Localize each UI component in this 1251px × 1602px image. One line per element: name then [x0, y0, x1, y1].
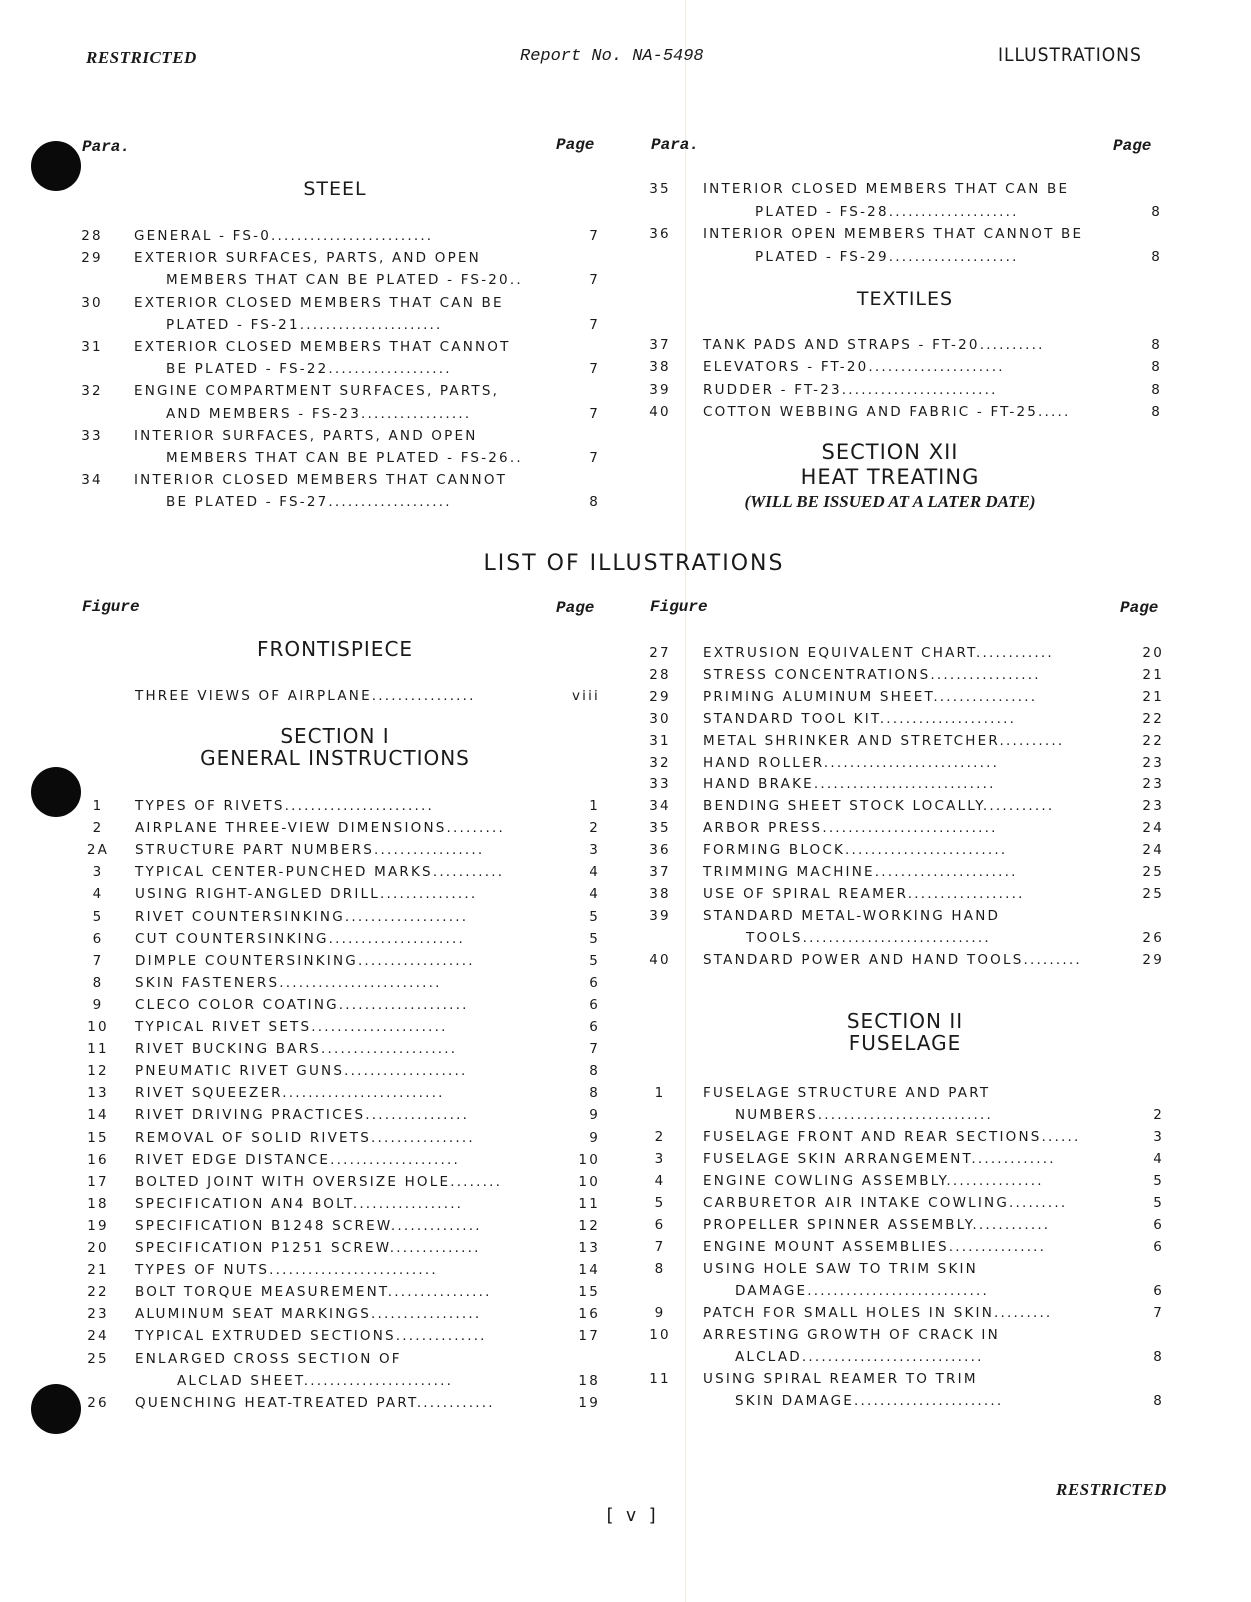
section-heading-steel: STEEL [303, 178, 367, 200]
entry-page: 6 [1153, 1283, 1164, 1299]
entry-number: 8 [92, 974, 104, 991]
entry-page: 7 [589, 450, 600, 466]
section-ii-subtitle: FUSELAGE [848, 1031, 962, 1055]
entry-title: ALUMINUM SEAT MARKINGS................. [135, 1306, 482, 1323]
entry-number: 5 [654, 1195, 666, 1211]
entry-title: STRUCTURE PART NUMBERS................. [135, 842, 485, 859]
entry-page: 25 [1142, 885, 1164, 902]
entry-page: 6 [1153, 1239, 1164, 1255]
entry-number: 28 [81, 228, 103, 244]
entry-number: 22 [87, 1284, 109, 1301]
entry-page: 23 [1142, 798, 1164, 815]
entry-title: TYPICAL EXTRUDED SECTIONS.............. [135, 1328, 487, 1345]
entry-number: 12 [87, 1063, 109, 1080]
entry-number: 20 [87, 1240, 109, 1256]
entry-title: FUSELAGE SKIN ARRANGEMENT............. [703, 1151, 1056, 1167]
entry-number: 39 [649, 381, 671, 398]
entry-page: 8 [589, 1063, 600, 1080]
entry-title: INTERIOR CLOSED MEMBERS THAT CANNOT [134, 472, 508, 489]
entry-number: 17 [87, 1173, 109, 1190]
entry-title: USING RIGHT-ANGLED DRILL............... [135, 886, 478, 903]
entry-title: DAMAGE............................ [735, 1283, 989, 1299]
entry-title: BE PLATED - FS-27................... [166, 494, 452, 511]
entry-number: 16 [87, 1151, 109, 1168]
entry-number: 6 [92, 930, 104, 947]
entry-page: 8 [589, 1085, 600, 1102]
entry-title: SKIN FASTENERS......................... [135, 974, 442, 991]
entry-number: 24 [87, 1328, 109, 1345]
entry-title: STANDARD TOOL KIT..................... [703, 710, 1017, 727]
entry-number: 5 [92, 908, 104, 925]
entry-page: 8 [1151, 337, 1162, 353]
binder-hole [31, 141, 81, 191]
entry-number: 28 [649, 666, 671, 683]
entry-title: RIVET DRIVING PRACTICES................ [135, 1107, 470, 1124]
entry-page: 8 [1151, 248, 1162, 265]
entry-page: 4 [1153, 1151, 1164, 1167]
entry-title: ENGINE MOUNT ASSEMBLIES............... [703, 1239, 1047, 1255]
entry-title: SPECIFICATION B1248 SCREW.............. [135, 1217, 482, 1234]
entry-page: 4 [589, 886, 600, 903]
entry-number: 35 [649, 820, 671, 837]
entry-page: 16 [578, 1306, 600, 1323]
entry-number: 34 [649, 798, 671, 815]
entry-page: 15 [578, 1284, 600, 1301]
entry-title: ARRESTING GROWTH OF CRACK IN [703, 1327, 1000, 1343]
entry-number: 14 [87, 1107, 109, 1124]
entry-number: 15 [87, 1129, 109, 1146]
entry-number: 7 [92, 952, 104, 969]
entry-number: 31 [81, 339, 103, 355]
page-number: [ v ] [604, 1505, 659, 1526]
entry-number: 37 [649, 864, 671, 880]
entry-page: 6 [589, 996, 600, 1013]
entry-title: SPECIFICATION P1251 SCREW.............. [135, 1240, 481, 1256]
entry-page: 8 [1151, 403, 1162, 420]
section-i-title: SECTION I [280, 724, 390, 748]
entry-page: 23 [1142, 754, 1164, 771]
entry-number: 36 [649, 226, 671, 242]
entry-number: 3 [92, 864, 104, 881]
entry-title: RIVET COUNTERSINKING................... [135, 908, 469, 925]
classification-header: RESTRICTED [86, 48, 197, 67]
entry-number: 2 [92, 820, 104, 837]
entry-page: 12 [578, 1217, 600, 1234]
entry-title: TANK PADS AND STRAPS - FT-20.......... [703, 337, 1045, 353]
entry-title: STRESS CONCENTRATIONS................. [703, 666, 1041, 683]
entry-title: ENGINE COMPARTMENT SURFACES, PARTS, [134, 383, 500, 400]
page-column-heading: Page [556, 599, 595, 617]
entry-title: TRIMMING MACHINE...................... [703, 864, 1018, 880]
entry-page: 3 [1153, 1129, 1164, 1145]
entry-title: EXTRUSION EQUIVALENT CHART............ [703, 645, 1054, 661]
entry-number: 35 [649, 181, 671, 197]
entry-page: 6 [589, 974, 600, 991]
entry-page: 7 [589, 316, 600, 333]
entry-number: 13 [87, 1085, 109, 1102]
entry-title: MEMBERS THAT CAN BE PLATED - FS-26.. [166, 450, 523, 466]
entry-title: NUMBERS........................... [735, 1107, 994, 1123]
entry-number: 23 [87, 1306, 109, 1323]
entry-page: 19 [578, 1394, 600, 1411]
entry-page: 22 [1142, 732, 1164, 749]
entry-number: 2A [86, 842, 110, 859]
entry-title: SKIN DAMAGE....................... [735, 1393, 1004, 1409]
entry-title: THREE VIEWS OF AIRPLANE................ [135, 688, 476, 704]
entry-page: 8 [1151, 203, 1162, 220]
entry-title: INTERIOR CLOSED MEMBERS THAT CAN BE [703, 181, 1070, 197]
entry-number: 2 [654, 1129, 666, 1145]
entry-title: PLATED - FS-28.................... [755, 203, 1019, 220]
entry-title: TYPICAL RIVET SETS..................... [135, 1019, 448, 1035]
entry-number: 6 [654, 1217, 666, 1233]
entry-number: 29 [81, 250, 103, 267]
entry-title: BE PLATED - FS-22................... [166, 361, 452, 378]
entry-number: 34 [81, 472, 103, 489]
entry-title: PRIMING ALUMINUM SHEET................ [703, 688, 1038, 705]
entry-number: 40 [649, 403, 671, 420]
entry-page: 6 [1153, 1217, 1164, 1233]
entry-title: MEMBERS THAT CAN BE PLATED - FS-20.. [166, 272, 523, 289]
entry-title: ALCLAD............................ [735, 1349, 984, 1365]
entry-page: 20 [1142, 645, 1164, 661]
entry-title: BOLT TORQUE MEASUREMENT................ [135, 1284, 492, 1301]
entry-number: 38 [649, 359, 671, 376]
entry-page: 22 [1142, 710, 1164, 727]
entry-page: 9 [589, 1129, 600, 1146]
entry-title: DIMPLE COUNTERSINKING.................. [135, 952, 475, 969]
entry-title: PROPELLER SPINNER ASSEMBLY............ [703, 1217, 1051, 1233]
entry-page: 18 [578, 1372, 600, 1389]
section-xii-subtitle: HEAT TREATING [800, 465, 980, 489]
entry-page: 29 [1142, 951, 1164, 968]
entry-number: 37 [649, 337, 671, 353]
entry-page: 23 [1142, 776, 1164, 793]
entry-title: FUSELAGE STRUCTURE AND PART [703, 1085, 991, 1101]
entry-title: RUDDER - FT-23........................ [703, 381, 998, 398]
entry-title: RIVET BUCKING BARS..................... [135, 1041, 458, 1058]
entry-title: USE OF SPIRAL REAMER.................. [703, 885, 1025, 902]
entry-title: ENGINE COWLING ASSEMBLY............... [703, 1173, 1044, 1189]
entry-page: 7 [1153, 1305, 1164, 1321]
entry-page: 9 [589, 1107, 600, 1124]
entry-page: 5 [1153, 1195, 1164, 1211]
entry-number: 26 [87, 1394, 109, 1411]
entry-page: 8 [589, 494, 600, 511]
entry-title: HAND BRAKE............................ [703, 776, 996, 793]
entry-page: 3 [589, 842, 600, 859]
entry-page: 10 [578, 1151, 600, 1168]
entry-title: EXTERIOR SURFACES, PARTS, AND OPEN [134, 250, 481, 267]
entry-title: BOLTED JOINT WITH OVERSIZE HOLE........ [135, 1173, 503, 1190]
entry-title: RIVET SQUEEZER......................... [135, 1085, 445, 1102]
entry-number: 30 [81, 294, 103, 311]
entry-page: 2 [1153, 1107, 1164, 1123]
entry-page: 7 [589, 228, 600, 244]
entry-page: 8 [1151, 359, 1162, 376]
entry-title: INTERIOR OPEN MEMBERS THAT CANNOT BE [703, 226, 1084, 242]
entry-page: 24 [1142, 820, 1164, 837]
entry-title: PATCH FOR SMALL HOLES IN SKIN......... [703, 1305, 1053, 1321]
section-ii-title: SECTION II [846, 1009, 964, 1033]
entry-title: STANDARD METAL-WORKING HAND [703, 907, 1001, 924]
entry-title: PLATED - FS-29.................... [755, 248, 1019, 265]
entry-number: 4 [654, 1173, 666, 1189]
entry-page: 13 [578, 1240, 600, 1256]
entry-title: TYPES OF NUTS.......................... [135, 1262, 438, 1279]
entry-page: 17 [578, 1328, 600, 1345]
binder-hole [31, 1384, 81, 1434]
entry-title: EXTERIOR CLOSED MEMBERS THAT CAN BE [134, 294, 504, 311]
entry-title: FUSELAGE FRONT AND REAR SECTIONS...... [703, 1129, 1081, 1145]
entry-page: 4 [589, 864, 600, 881]
entry-title: REMOVAL OF SOLID RIVETS................ [135, 1129, 475, 1146]
entry-title: CUT COUNTERSINKING..................... [135, 930, 465, 947]
entry-number: 32 [649, 754, 671, 771]
entry-page: 8 [1153, 1349, 1164, 1365]
entry-page: 21 [1142, 688, 1164, 705]
entry-title: TYPES OF RIVETS....................... [135, 798, 434, 814]
entry-page: 21 [1142, 666, 1164, 683]
entry-number: 7 [654, 1239, 666, 1255]
entry-page: 5 [589, 908, 600, 925]
para-column-heading: Para. [82, 138, 131, 156]
page-column-heading: Page [1120, 599, 1159, 617]
entry-title: COTTON WEBBING AND FABRIC - FT-25..... [703, 403, 1071, 420]
entry-number: 27 [649, 645, 671, 661]
entry-page: 24 [1142, 842, 1164, 859]
entry-number: 10 [87, 1019, 109, 1035]
entry-page: 5 [1153, 1173, 1164, 1189]
page-section-title: ILLUSTRATIONS [998, 44, 1142, 66]
entry-title: METAL SHRINKER AND STRETCHER.......... [703, 732, 1065, 749]
entry-page: 11 [578, 1195, 600, 1212]
para-column-heading: Para. [651, 136, 700, 154]
entry-page: 6 [589, 1019, 600, 1035]
entry-page: 8 [1153, 1393, 1164, 1409]
entry-number: 33 [649, 776, 671, 793]
entry-title: GENERAL - FS-0......................... [134, 228, 434, 244]
entry-title: QUENCHING HEAT-TREATED PART............ [135, 1394, 495, 1411]
page-column-heading: Page [1113, 137, 1152, 155]
entry-title: RIVET EDGE DISTANCE.................... [135, 1151, 460, 1168]
page-column-heading: Page [556, 136, 595, 154]
entry-number: 3 [654, 1151, 666, 1167]
entry-number: 39 [649, 907, 671, 924]
entry-number: 1 [92, 798, 104, 814]
entry-number: 29 [649, 688, 671, 705]
entry-title: CLECO COLOR COATING.................... [135, 996, 469, 1013]
entry-page: 25 [1142, 864, 1164, 880]
entry-page: 26 [1142, 929, 1164, 946]
entry-title: INTERIOR SURFACES, PARTS, AND OPEN [134, 427, 478, 444]
binder-hole [31, 767, 81, 817]
entry-page: 5 [589, 930, 600, 947]
entry-title: USING HOLE SAW TO TRIM SKIN [703, 1261, 978, 1277]
classification-footer: RESTRICTED [1056, 1480, 1167, 1499]
entry-number: 38 [649, 885, 671, 902]
report-number: Report No. NA-5498 [520, 47, 704, 66]
entry-title: PNEUMATIC RIVET GUNS................... [135, 1063, 468, 1080]
entry-number: 18 [87, 1195, 109, 1212]
entry-number: 9 [92, 996, 104, 1013]
entry-page: 7 [589, 361, 600, 378]
entry-title: CARBURETOR AIR INTAKE COWLING......... [703, 1195, 1068, 1211]
entry-title: SPECIFICATION AN4 BOLT................. [135, 1195, 464, 1212]
list-of-illustrations-title: LIST OF ILLUSTRATIONS [483, 551, 785, 576]
entry-number: 19 [87, 1217, 109, 1234]
entry-page: viii [571, 688, 600, 704]
entry-title: ELEVATORS - FT-20..................... [703, 359, 1005, 376]
figure-column-heading: Figure [82, 598, 140, 616]
entry-title: PLATED - FS-21...................... [166, 316, 443, 333]
entry-title: ENLARGED CROSS SECTION OF [135, 1350, 402, 1367]
entry-title: AND MEMBERS - FS-23................. [166, 405, 472, 422]
entry-page: 5 [589, 952, 600, 969]
entry-number: 11 [87, 1041, 109, 1058]
page-fold-line [685, 0, 686, 1602]
entry-title: FORMING BLOCK......................... [703, 842, 1008, 859]
entry-title: ARBOR PRESS........................... [703, 820, 998, 837]
entry-number: 40 [649, 951, 671, 968]
entry-number: 30 [649, 710, 671, 727]
entry-page: 1 [589, 798, 600, 814]
section-heading-textiles: TEXTILES [856, 288, 954, 310]
entry-number: 8 [654, 1261, 666, 1277]
entry-number: 32 [81, 383, 103, 400]
entry-title: AIRPLANE THREE-VIEW DIMENSIONS......... [135, 820, 505, 837]
section-xii-title: SECTION XII [821, 440, 959, 464]
entry-title: TOOLS............................. [746, 929, 991, 946]
entry-page: 14 [578, 1262, 600, 1279]
entry-number: 21 [87, 1262, 109, 1279]
entry-page: 10 [578, 1173, 600, 1190]
entry-title: STANDARD POWER AND HAND TOOLS......... [703, 951, 1082, 968]
entry-page: 7 [589, 405, 600, 422]
section-i-subtitle: GENERAL INSTRUCTIONS [200, 746, 470, 770]
entry-number: 1 [654, 1085, 666, 1101]
entry-title: BENDING SHEET STOCK LOCALLY........... [703, 798, 1055, 815]
entry-number: 36 [649, 842, 671, 859]
entry-title: HAND ROLLER........................... [703, 754, 1000, 771]
figure-column-heading: Figure [650, 598, 708, 616]
entry-title: USING SPIRAL REAMER TO TRIM [703, 1371, 978, 1387]
entry-page: 7 [589, 272, 600, 289]
entry-number: 10 [649, 1327, 671, 1343]
entry-number: 33 [81, 427, 103, 444]
entry-number: 25 [87, 1350, 109, 1367]
entry-title: EXTERIOR CLOSED MEMBERS THAT CANNOT [134, 339, 511, 355]
entry-page: 2 [589, 820, 600, 837]
frontispiece-heading: FRONTISPIECE [256, 637, 414, 661]
entry-page: 8 [1151, 381, 1162, 398]
entry-number: 11 [649, 1371, 671, 1387]
entry-number: 9 [654, 1305, 666, 1321]
entry-number: 31 [649, 732, 671, 749]
entry-title: ALCLAD SHEET....................... [177, 1372, 454, 1389]
entry-page: 7 [589, 1041, 600, 1058]
entry-title: TYPICAL CENTER-PUNCHED MARKS........... [135, 864, 505, 881]
entry-number: 4 [92, 886, 104, 903]
section-xii-note: (WILL BE ISSUED AT A LATER DATE) [744, 492, 1036, 511]
